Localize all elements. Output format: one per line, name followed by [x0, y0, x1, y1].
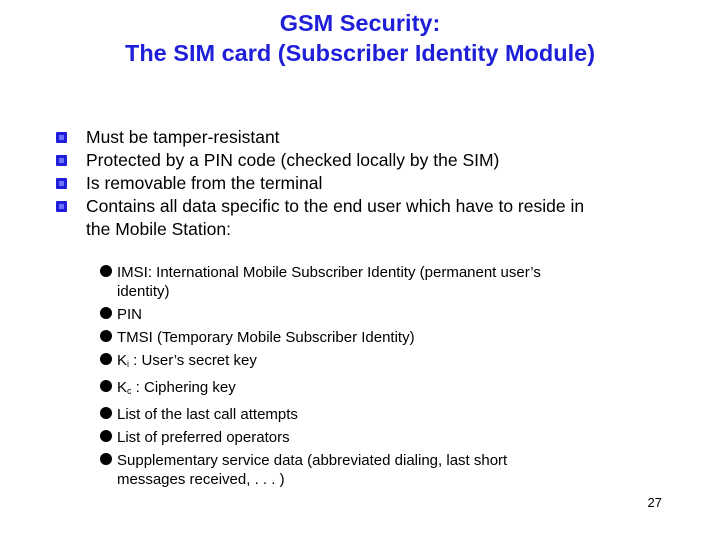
title-line-2: The SIM card (Subscriber Identity Module) [124, 40, 596, 66]
square-bullet-icon [56, 178, 67, 189]
round-bullet-icon [100, 380, 112, 392]
bullet-text: Is removable from the terminal [86, 173, 323, 193]
round-bullet-icon [100, 430, 112, 442]
main-bullet-list [56, 126, 696, 241]
sub-bullet-item [100, 405, 660, 424]
sub-bullet-text-continued: identity) [117, 283, 170, 300]
key-subscript: c [127, 386, 132, 396]
key-symbol: K [117, 379, 128, 396]
sub-bullet-text: List of the last call attempts [117, 406, 298, 423]
key-subscript: i [127, 359, 130, 369]
sub-bullet-item [100, 263, 660, 301]
main-bullet-item [56, 149, 696, 172]
bullet-text: Must be tamper-resistant [86, 127, 280, 147]
round-bullet-icon [100, 307, 112, 319]
round-bullet-icon [100, 330, 112, 342]
sub-bullet-item [100, 351, 660, 374]
main-bullet-item [56, 195, 696, 241]
sub-bullet-text: PIN [117, 306, 143, 323]
square-bullet-icon [56, 155, 67, 166]
main-bullet-item [56, 172, 696, 195]
title-line-1: GSM Security: [279, 10, 441, 36]
sub-bullet-item [100, 451, 660, 489]
round-bullet-icon [100, 453, 112, 465]
slide-title [0, 8, 720, 68]
page-number: 27 [647, 495, 662, 510]
key-symbol: K [117, 352, 128, 369]
sub-bullet-item [100, 428, 660, 447]
sub-bullet-text [117, 378, 660, 401]
sub-bullet-text [117, 351, 660, 374]
sub-bullet-text-continued: messages received, . . . ) [117, 471, 285, 488]
square-bullet-icon [56, 201, 67, 212]
key-description: : Ciphering key [131, 379, 236, 396]
sub-bullet-item [100, 305, 660, 324]
sub-bullet-text: Supplementary service data (abbreviated dialing, last short [117, 452, 508, 469]
round-bullet-icon [100, 265, 112, 277]
bullet-text-continued: the Mobile Station: [86, 219, 231, 239]
sub-bullet-text: TMSI (Temporary Mobile Subscriber Identity) [117, 329, 415, 346]
sub-bullet-item [100, 328, 660, 347]
square-bullet-icon [56, 132, 67, 143]
sub-bullet-text: List of preferred operators [117, 429, 290, 446]
round-bullet-icon [100, 353, 112, 365]
bullet-text: Protected by a PIN code (checked locally by the SIM) [86, 150, 500, 170]
main-bullet-item [56, 126, 696, 149]
sub-bullet-list [100, 263, 660, 493]
sub-bullet-text: IMSI: International Mobile Subscriber Identity (permanent user’s [117, 264, 541, 281]
sub-bullet-item [100, 378, 660, 401]
round-bullet-icon [100, 407, 112, 419]
bullet-text: Contains all data specific to the end user which have to reside in [86, 196, 585, 216]
key-description: : User’s secret key [129, 352, 257, 369]
